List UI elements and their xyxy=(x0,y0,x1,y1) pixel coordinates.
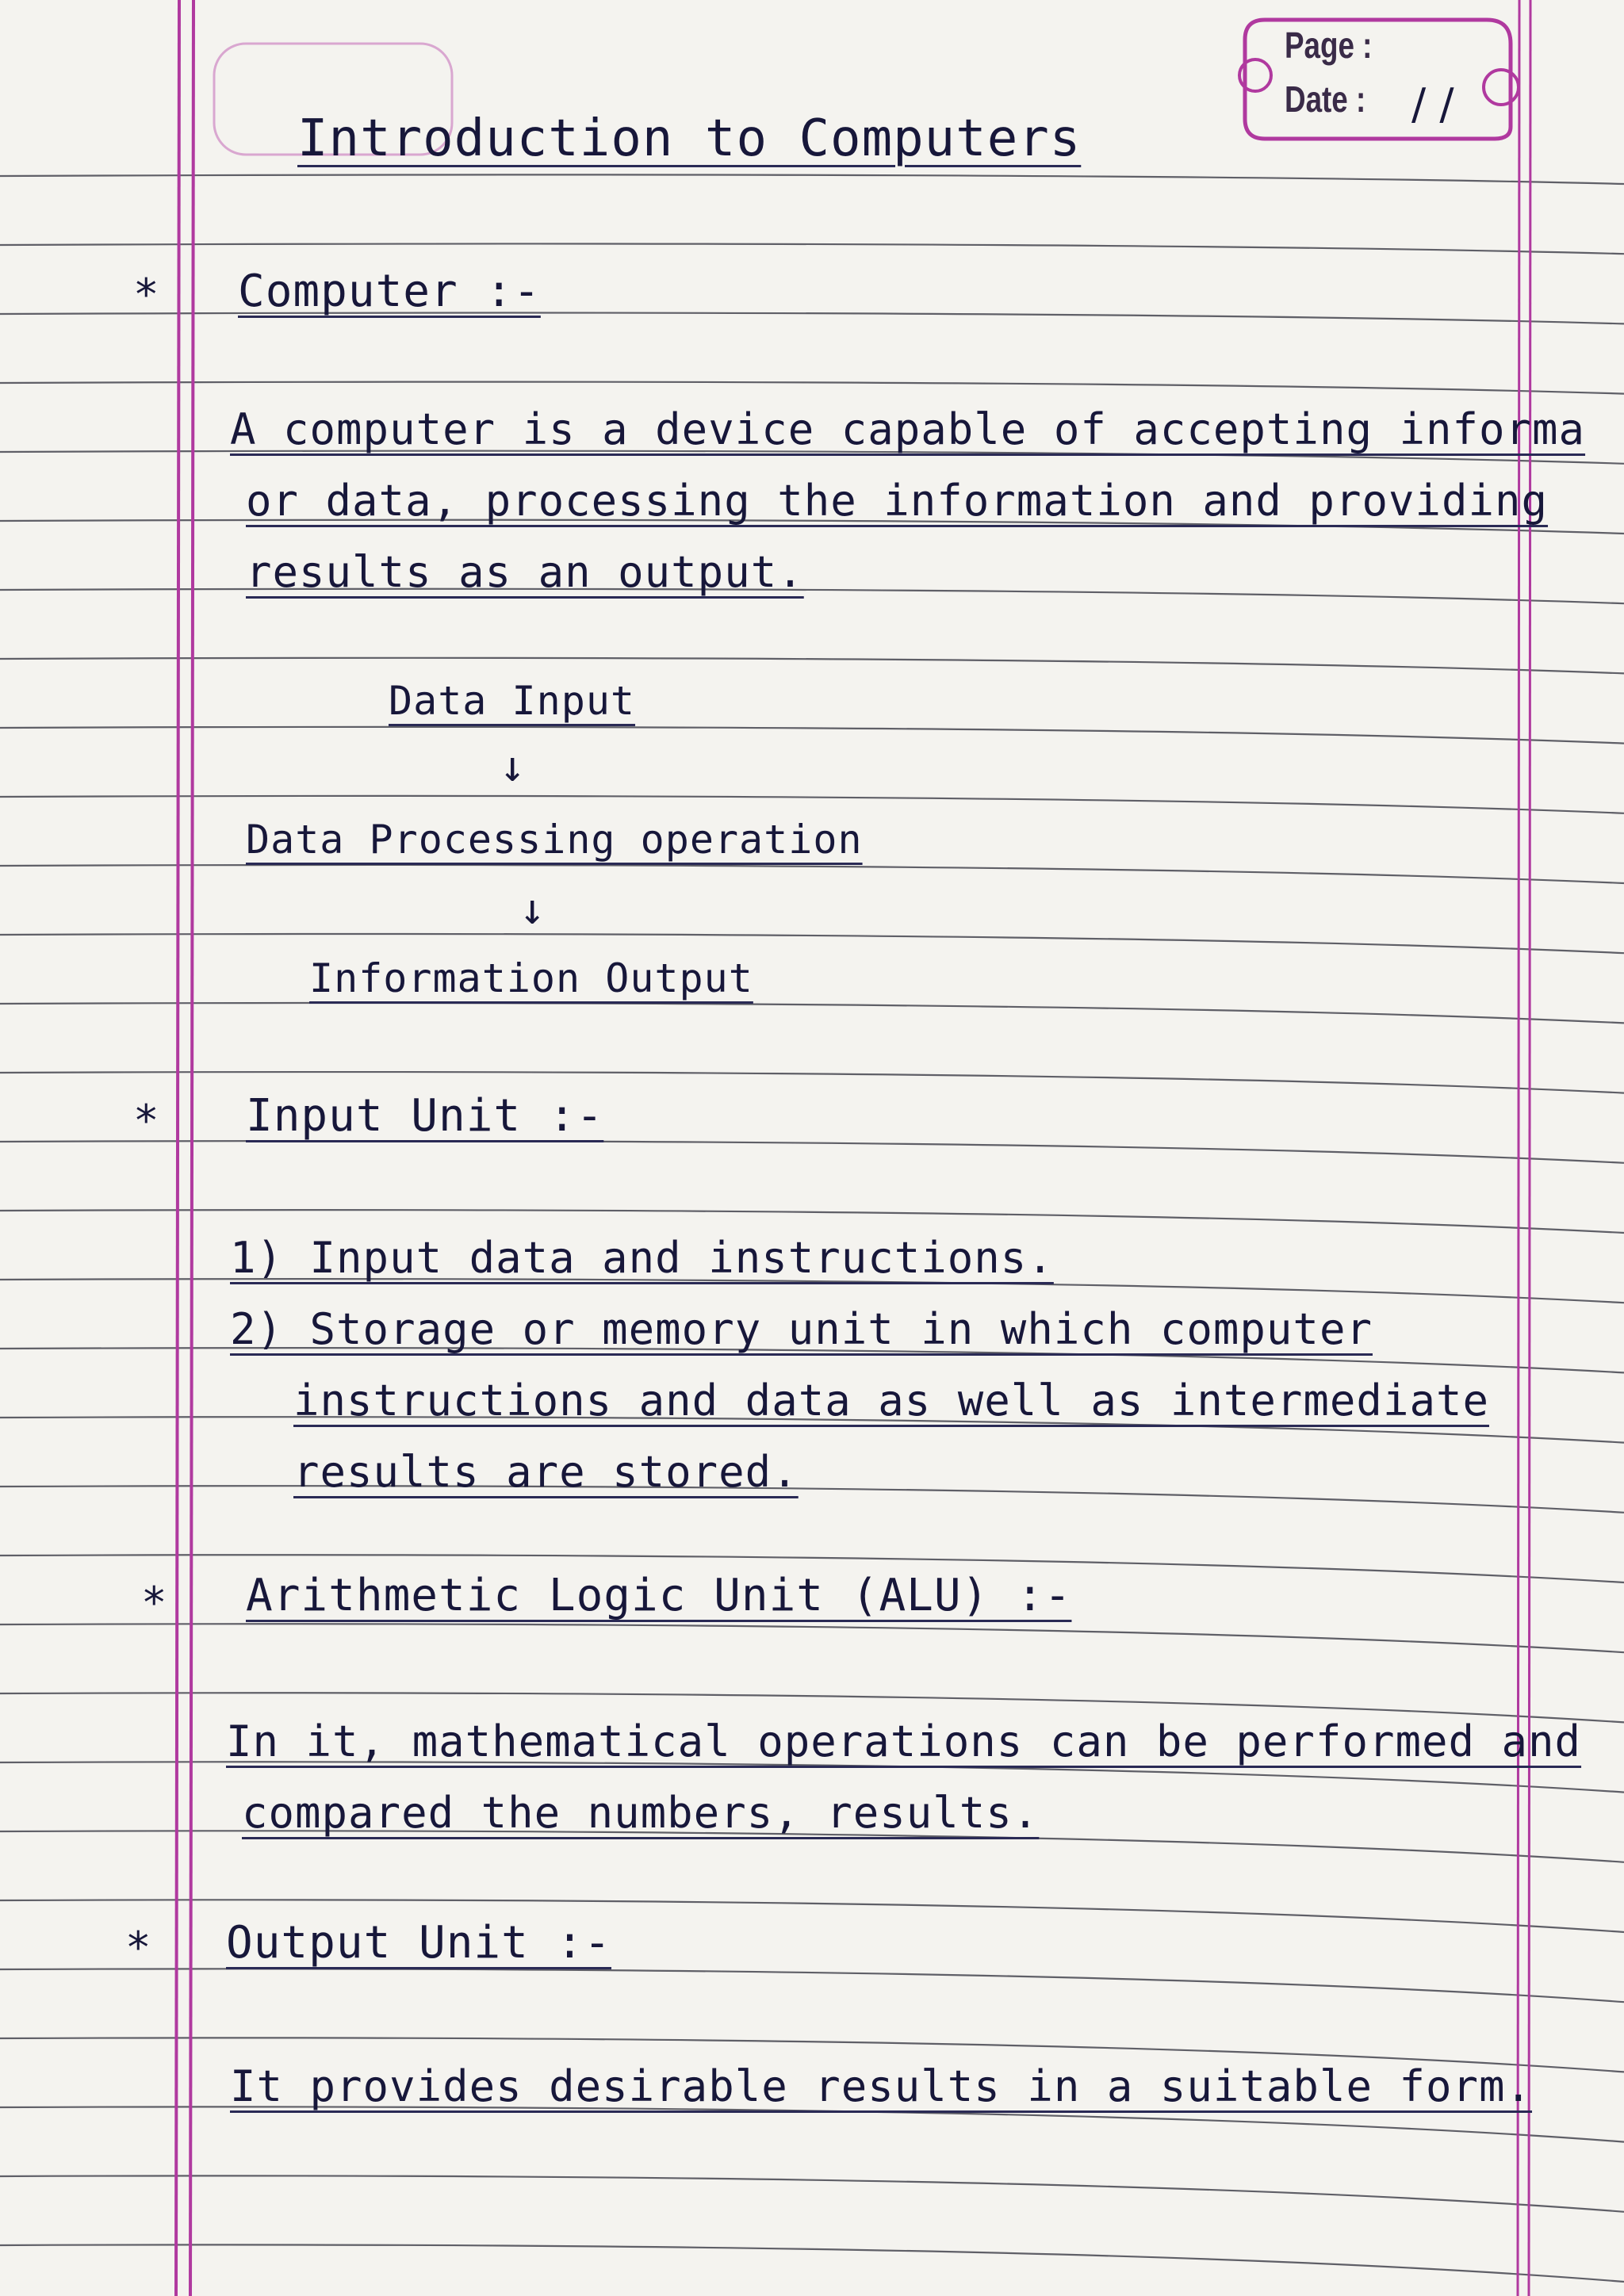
page-title: Introduction to Computers xyxy=(297,109,1082,168)
bullet-star: * xyxy=(133,1096,159,1146)
text-line: In it, mathematical operations can be performed and xyxy=(226,1716,1582,1766)
section-heading-input-unit: Input Unit :- xyxy=(246,1090,604,1142)
date-value: / / xyxy=(1411,79,1454,129)
down-arrow-icon: ↓ xyxy=(500,741,527,791)
text-line: results are stored. xyxy=(293,1447,799,1497)
bullet-star: * xyxy=(133,270,159,320)
bullet-star: * xyxy=(141,1578,167,1628)
text-line: compared the numbers, results. xyxy=(242,1788,1040,1838)
flow-step-data-input: Data Input xyxy=(389,678,636,724)
section-heading-computer: Computer :- xyxy=(238,266,541,317)
text-line: instructions and data as well as intermediate xyxy=(293,1376,1489,1425)
right-margin-line xyxy=(1518,0,1519,2296)
stamp-frame xyxy=(1233,8,1519,143)
bullet-star: * xyxy=(125,1923,151,1973)
flow-step-information-output: Information Output xyxy=(309,955,753,1001)
text-line: 2) Storage or memory unit in which computer xyxy=(230,1304,1373,1354)
section-heading-output-unit: Output Unit :- xyxy=(226,1917,612,1969)
page-date-stamp xyxy=(1233,8,1519,143)
text-line: It provides desirable results in a suitable form. xyxy=(230,2061,1533,2111)
text-line: results as an output. xyxy=(246,547,804,597)
right-margin-line-2 xyxy=(1529,0,1530,2296)
page-label: Page : xyxy=(1285,25,1373,66)
flow-step-data-processing: Data Processing operation xyxy=(246,817,863,863)
text-line: or data, processing the information and providing xyxy=(246,476,1549,526)
date-label: Date : xyxy=(1285,78,1366,120)
down-arrow-icon: ↓ xyxy=(519,884,546,934)
section-heading-alu: Arithmetic Logic Unit (ALU) :- xyxy=(246,1570,1072,1621)
text-line: A computer is a device capable of accepting informa xyxy=(230,404,1586,454)
text-line: 1) Input data and instructions. xyxy=(230,1233,1054,1283)
